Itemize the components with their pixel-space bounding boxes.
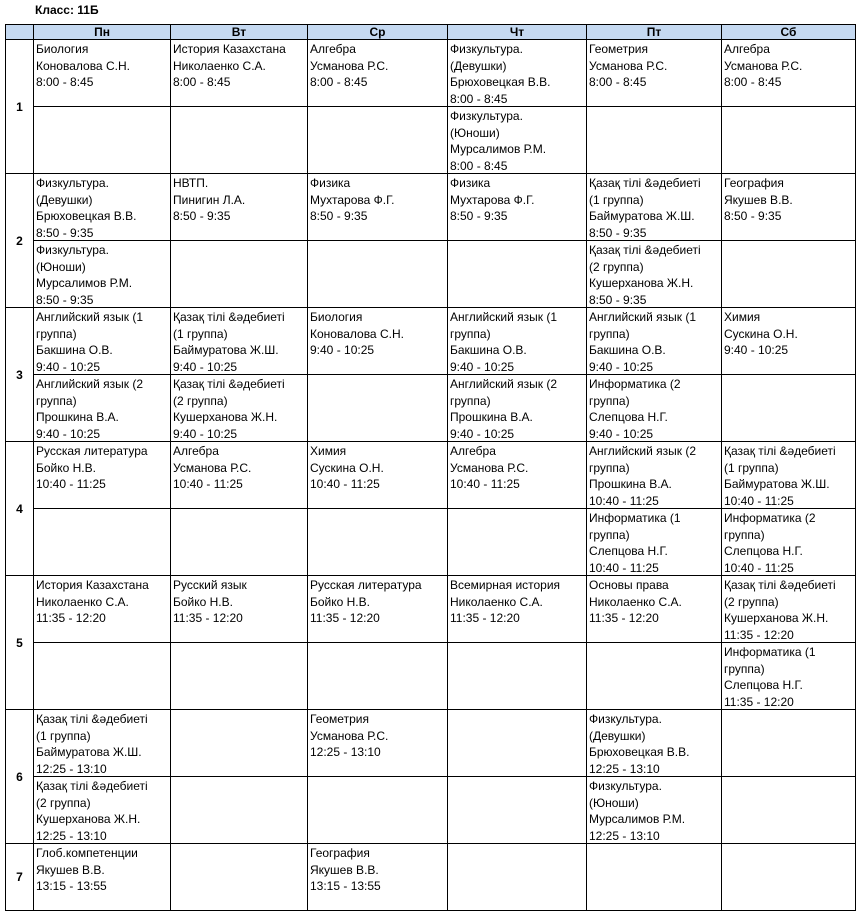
lesson-text xyxy=(722,375,855,441)
lesson-cell xyxy=(448,643,587,710)
lesson-cell xyxy=(587,40,722,107)
table-row xyxy=(6,442,856,509)
lesson-cell xyxy=(722,576,856,643)
period-number: 5 xyxy=(6,576,34,710)
lesson-cell xyxy=(34,777,171,844)
lesson-cell xyxy=(308,375,448,442)
lesson-cell xyxy=(308,710,448,777)
lesson-text xyxy=(448,844,586,910)
lesson-cell xyxy=(722,375,856,442)
lesson-text xyxy=(587,844,721,910)
lesson-cell xyxy=(171,643,308,710)
day-header: Сб xyxy=(722,25,856,40)
lesson-text xyxy=(308,241,447,307)
lesson-text xyxy=(308,643,447,709)
lesson-cell xyxy=(308,643,448,710)
lesson-cell xyxy=(722,643,856,710)
lesson-cell xyxy=(171,576,308,643)
lesson-text: Алгебра Усманова Р.С. 10:40 - 11:25 xyxy=(450,444,529,492)
lesson-text xyxy=(722,777,855,843)
lesson-cell xyxy=(722,107,856,174)
lesson-text xyxy=(171,777,307,843)
lesson-cell xyxy=(722,40,856,107)
header-corner xyxy=(6,25,34,40)
table-row xyxy=(6,576,856,643)
lesson-text xyxy=(722,844,855,910)
period-number: 1 xyxy=(6,40,34,174)
lesson-text: Геометрия Усманова Р.С. 12:25 - 13:10 xyxy=(310,712,389,760)
lesson-text: Русский язык Бойко Н.В. 11:35 - 12:20 xyxy=(173,578,247,626)
lesson-text xyxy=(722,710,855,776)
lesson-cell xyxy=(171,308,308,375)
lesson-cell xyxy=(171,509,308,576)
lesson-cell xyxy=(448,710,587,777)
day-header: Чт xyxy=(448,25,587,40)
lesson-cell xyxy=(171,442,308,509)
lesson-cell xyxy=(722,308,856,375)
lesson-cell xyxy=(448,576,587,643)
lesson-cell xyxy=(34,710,171,777)
lesson-cell xyxy=(308,40,448,107)
schedule-table xyxy=(5,24,856,911)
lesson-cell xyxy=(722,241,856,308)
lesson-text: Физика Мухтарова Ф.Г. 8:50 - 9:35 xyxy=(310,176,395,224)
lesson-text xyxy=(171,844,307,910)
lesson-cell xyxy=(34,107,171,174)
lesson-cell xyxy=(34,844,171,911)
lesson-text xyxy=(448,777,586,843)
table-row xyxy=(6,241,856,308)
period-number: 4 xyxy=(6,442,34,576)
lesson-text: Қазақ тілі &әдебиеті (1 группа) Баймуратова Ж.Ш. 12:25 - 13:10 xyxy=(36,712,148,776)
table-row xyxy=(6,844,856,911)
lesson-text: Всемирная история Николаенко С.А. 11:35 - 12:20 xyxy=(450,578,561,626)
lesson-text xyxy=(308,777,447,843)
table-row xyxy=(6,643,856,710)
table-row xyxy=(6,777,856,844)
lesson-cell xyxy=(308,241,448,308)
lesson-text: Химия Сускина О.Н. 10:40 - 11:25 xyxy=(310,444,384,492)
lesson-cell xyxy=(171,777,308,844)
lesson-text: Английский язык (1 группа) Бакшина О.В. 9:40 - 10:25 xyxy=(36,310,144,374)
lesson-text xyxy=(448,643,586,709)
lesson-text: Основы права Николаенко С.А. 11:35 - 12:20 xyxy=(589,578,682,626)
lesson-text: Глоб.компетенции Якушев В.В. 13:15 - 13:55 xyxy=(36,846,138,894)
lesson-cell xyxy=(722,509,856,576)
lesson-cell xyxy=(171,107,308,174)
lesson-text: Физкультура. (Девушки) Брюховецкая В.В. 8:50 - 9:35 xyxy=(36,176,137,240)
lesson-text: Английский язык (2 группа) Прошкина В.А. 9:40 - 10:25 xyxy=(450,377,558,441)
lesson-cell xyxy=(587,107,722,174)
table-row xyxy=(6,107,856,174)
lesson-text xyxy=(308,375,447,441)
lesson-cell xyxy=(308,174,448,241)
lesson-text xyxy=(587,643,721,709)
lesson-text xyxy=(308,107,447,173)
lesson-text: Физкультура. (Девушки) Брюховецкая В.В. 12:25 - 13:10 xyxy=(589,712,690,776)
lesson-cell xyxy=(308,777,448,844)
lesson-text: География Якушев В.В. 8:50 - 9:35 xyxy=(724,176,793,224)
lesson-text: История Казахстана Николаенко С.А. 11:35 - 12:20 xyxy=(36,578,149,626)
lesson-cell xyxy=(587,710,722,777)
lesson-cell xyxy=(587,576,722,643)
lesson-cell xyxy=(587,174,722,241)
lesson-cell xyxy=(34,375,171,442)
lesson-text xyxy=(171,643,307,709)
lesson-text: Информатика (2 группа) Слепцова Н.Г. 9:40 - 10:25 xyxy=(589,377,681,441)
lesson-text: Алгебра Усманова Р.С. 8:00 - 8:45 xyxy=(310,42,389,90)
lesson-text xyxy=(34,107,170,173)
header-row xyxy=(6,25,856,40)
lesson-cell xyxy=(722,777,856,844)
lesson-cell xyxy=(308,442,448,509)
lesson-cell xyxy=(722,442,856,509)
lesson-text xyxy=(448,241,586,307)
lesson-text: География Якушев В.В. 13:15 - 13:55 xyxy=(310,846,381,894)
lesson-text: Алгебра Усманова Р.С. 10:40 - 11:25 xyxy=(173,444,252,492)
table-row xyxy=(6,174,856,241)
table-row xyxy=(6,710,856,777)
lesson-cell xyxy=(587,241,722,308)
table-row xyxy=(6,40,856,107)
lesson-cell xyxy=(34,643,171,710)
lesson-cell xyxy=(448,442,587,509)
lesson-text: Биология Коновалова С.Н. 9:40 - 10:25 xyxy=(310,310,404,358)
day-header: Вт xyxy=(171,25,308,40)
day-header: Ср xyxy=(308,25,448,40)
day-header: Пт xyxy=(587,25,722,40)
lesson-cell xyxy=(448,375,587,442)
lesson-cell xyxy=(34,241,171,308)
lesson-text: Русская литература Бойко Н.В. 10:40 - 11:25 xyxy=(36,444,148,492)
lesson-text: Химия Сускина О.Н. 9:40 - 10:25 xyxy=(724,310,798,358)
lesson-text: Қазақ тілі &әдебиеті (1 группа) Баймуратова Ж.Ш. 8:50 - 9:35 xyxy=(589,176,701,240)
table-row xyxy=(6,509,856,576)
lesson-text xyxy=(171,710,307,776)
lesson-cell xyxy=(308,576,448,643)
lesson-text xyxy=(722,107,855,173)
day-header: Пн xyxy=(34,25,171,40)
lesson-cell xyxy=(448,509,587,576)
lesson-cell xyxy=(587,643,722,710)
period-number: 3 xyxy=(6,308,34,442)
lesson-text xyxy=(448,509,586,575)
lesson-text: Английский язык (2 группа) Прошкина В.А. 9:40 - 10:25 xyxy=(36,377,144,441)
lesson-text xyxy=(448,710,586,776)
lesson-cell xyxy=(722,710,856,777)
lesson-cell xyxy=(308,107,448,174)
lesson-text: Қазақ тілі &әдебиеті (1 группа) Баймуратова Ж.Ш. 10:40 - 11:25 xyxy=(724,444,836,508)
lesson-text: Қазақ тілі &әдебиеті (1 группа) Баймуратова Ж.Ш. 9:40 - 10:25 xyxy=(173,310,285,374)
lesson-text: Русская литература Бойко Н.В. 11:35 - 12:20 xyxy=(310,578,422,626)
lesson-text xyxy=(171,241,307,307)
lesson-text xyxy=(722,241,855,307)
lesson-cell xyxy=(448,308,587,375)
lesson-cell xyxy=(171,241,308,308)
lesson-cell xyxy=(34,174,171,241)
lesson-text xyxy=(34,643,170,709)
lesson-cell xyxy=(448,107,587,174)
lesson-text: Английский язык (1 группа) Бакшина О.В. 9:40 - 10:25 xyxy=(450,310,558,374)
lesson-cell xyxy=(448,777,587,844)
lesson-cell xyxy=(34,576,171,643)
lesson-cell xyxy=(722,174,856,241)
lesson-text xyxy=(308,509,447,575)
lesson-text: Қазақ тілі &әдебиеті (2 группа) Кушерханова Ж.Н. 8:50 - 9:35 xyxy=(589,243,701,307)
lesson-text: Физкультура. (Юноши) Мурсалимов Р.М. 8:00 - 8:45 xyxy=(450,109,547,173)
lesson-text xyxy=(34,509,170,575)
lesson-cell xyxy=(34,509,171,576)
lesson-cell xyxy=(722,844,856,911)
lesson-text: Қазақ тілі &әдебиеті (2 группа) Кушерханова Ж.Н. 12:25 - 13:10 xyxy=(36,779,148,843)
page-title: Класс: 11Б xyxy=(35,3,99,17)
lesson-cell xyxy=(587,442,722,509)
lesson-cell xyxy=(171,844,308,911)
lesson-text: Информатика (1 группа) Слепцова Н.Г. 10:40 - 11:25 xyxy=(589,511,681,575)
lesson-text: Информатика (2 группа) Слепцова Н.Г. 10:40 - 11:25 xyxy=(724,511,816,575)
period-number: 6 xyxy=(6,710,34,844)
lesson-cell xyxy=(448,241,587,308)
lesson-text xyxy=(171,509,307,575)
lesson-text xyxy=(171,107,307,173)
lesson-text: Английский язык (1 группа) Бакшина О.В. 9:40 - 10:25 xyxy=(589,310,697,374)
lesson-text: Физкультура. (Девушки) Брюховецкая В.В. 8:00 - 8:45 xyxy=(450,42,551,106)
lesson-cell xyxy=(34,442,171,509)
table-row xyxy=(6,375,856,442)
table-row xyxy=(6,308,856,375)
lesson-text: Биология Коновалова С.Н. 8:00 - 8:45 xyxy=(36,42,130,90)
lesson-cell xyxy=(587,375,722,442)
lesson-cell xyxy=(171,710,308,777)
lesson-cell xyxy=(171,375,308,442)
lesson-text: НВТП. Пинигин Л.А. 8:50 - 9:35 xyxy=(173,176,246,224)
lesson-cell xyxy=(171,174,308,241)
lesson-text: Қазақ тілі &әдебиеті (2 группа) Кушерханова Ж.Н. 11:35 - 12:20 xyxy=(724,578,836,642)
lesson-text: Английский язык (2 группа) Прошкина В.А. 10:40 - 11:25 xyxy=(589,444,697,508)
lesson-cell xyxy=(587,844,722,911)
lesson-text: Геометрия Усманова Р.С. 8:00 - 8:45 xyxy=(589,42,668,90)
lesson-text: Информатика (1 группа) Слепцова Н.Г. 11:35 - 12:20 xyxy=(724,645,816,709)
lesson-cell xyxy=(448,40,587,107)
lesson-text: Қазақ тілі &әдебиеті (2 группа) Кушерханова Ж.Н. 9:40 - 10:25 xyxy=(173,377,285,441)
period-number: 2 xyxy=(6,174,34,308)
period-number: 7 xyxy=(6,844,34,911)
lesson-cell xyxy=(308,844,448,911)
schedule-body xyxy=(6,40,856,911)
lesson-cell xyxy=(171,40,308,107)
lesson-cell xyxy=(448,174,587,241)
lesson-text: Физкультура. (Юноши) Мурсалимов Р.М. 12:25 - 13:10 xyxy=(589,779,686,843)
lesson-cell xyxy=(34,40,171,107)
lesson-cell xyxy=(587,509,722,576)
lesson-cell xyxy=(587,777,722,844)
lesson-text: Физкультура. (Юноши) Мурсалимов Р.М. 8:50 - 9:35 xyxy=(36,243,133,307)
lesson-text: Физика Мухтарова Ф.Г. 8:50 - 9:35 xyxy=(450,176,535,224)
lesson-cell xyxy=(448,844,587,911)
lesson-cell xyxy=(34,308,171,375)
lesson-text xyxy=(587,107,721,173)
lesson-text: История Казахстана Николаенко С.А. 8:00 - 8:45 xyxy=(173,42,286,90)
lesson-cell xyxy=(308,509,448,576)
lesson-text: Алгебра Усманова Р.С. 8:00 - 8:45 xyxy=(724,42,803,90)
lesson-cell xyxy=(587,308,722,375)
lesson-cell xyxy=(308,308,448,375)
